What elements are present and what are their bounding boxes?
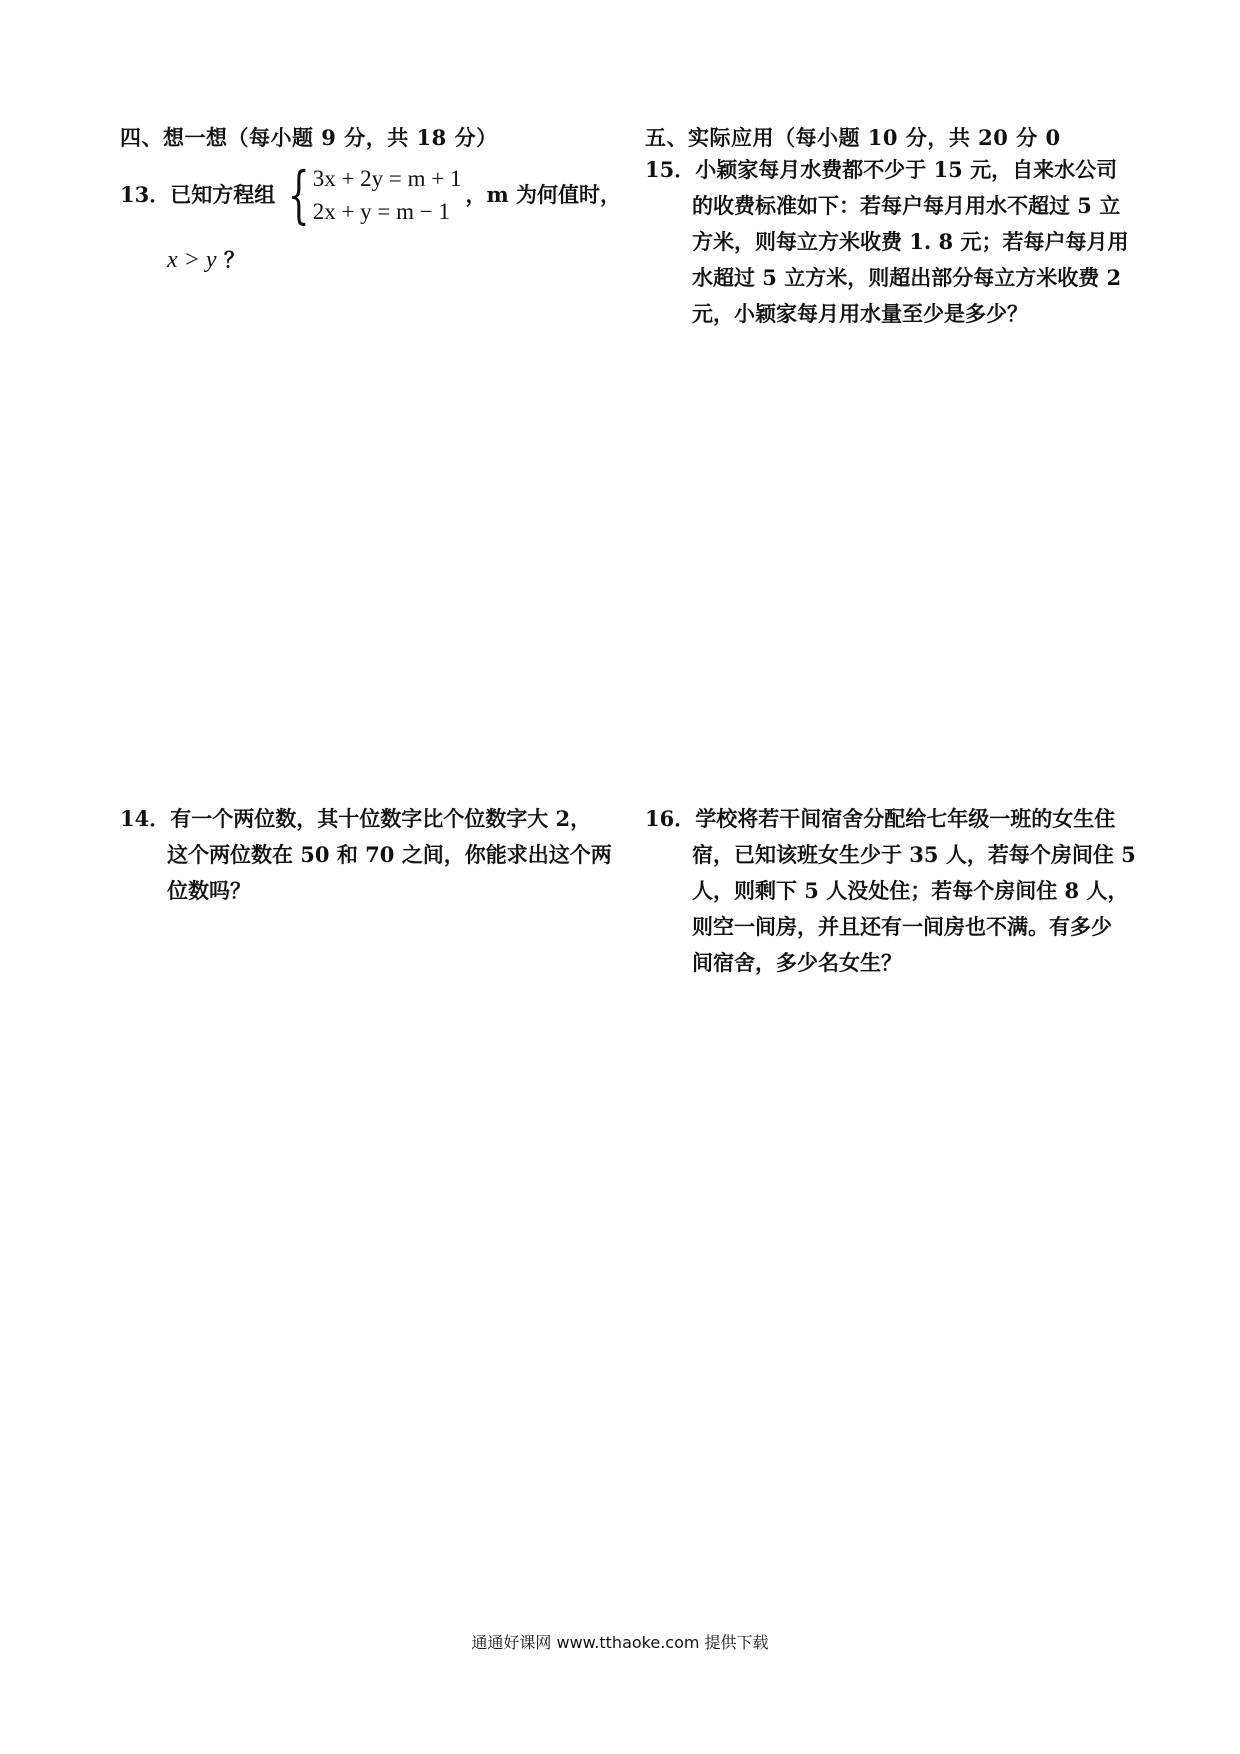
footer-download-note: 通通好课网 www.tthaoke.com 提供下载: [471, 1633, 769, 1652]
question-16-line-1: [645, 801, 1125, 837]
equation-1: 3x + 2y = m + 1: [312, 166, 462, 191]
question-14-number: 14．: [120, 806, 171, 831]
question-13-number: 13．: [120, 182, 171, 207]
question-15-line-2: [645, 188, 1125, 224]
question-16-text-3: 人，则剩下 5 人没处住；若每个房间住 8 人，: [692, 878, 1129, 903]
question-16-line-2: [645, 837, 1136, 873]
question-15: [645, 152, 1129, 332]
question-14-text-2: 这个两位数在 50 和 70 之间，你能求出这个两: [167, 842, 612, 867]
question-16-text-5: 间宿舍，多少名女生？: [692, 950, 902, 975]
question-16-number: 16．: [645, 806, 696, 831]
question-15-line-3: [645, 224, 1129, 260]
question-13-line-1: [120, 158, 622, 231]
question-14-line-1: [120, 801, 610, 837]
question-16-line-4: [645, 909, 1125, 945]
question-15-number: 15．: [645, 157, 696, 182]
question-15-line-1: [645, 152, 1125, 188]
question-13: [120, 158, 622, 278]
left-brace-icon: {: [288, 158, 310, 231]
section-4-title: 四、想一想（每小题 9 分，共 18 分）: [120, 125, 498, 150]
equation-list: [313, 162, 462, 228]
question-14-text-3: 位数吗？: [167, 878, 251, 903]
question-16-text-2: 宿，已知该班女生少于 35 人，若每个房间住 5: [692, 842, 1136, 867]
question-15-text-3: 方米，则每立方米收费 1. 8 元；若每户每月用: [692, 229, 1129, 254]
equation-system: [279, 158, 462, 231]
question-15-line-5: [645, 296, 1125, 332]
question-13-end: ？: [223, 247, 245, 272]
question-13-prefix: 已知方程组: [170, 182, 276, 207]
question-14-line-2: [120, 837, 610, 873]
equation-2: 2x + y = m − 1: [312, 199, 450, 224]
inequality: x > y: [167, 247, 217, 273]
question-13-line-2: [120, 242, 610, 278]
question-16: [645, 801, 1136, 981]
question-16-line-5: [645, 945, 1125, 981]
question-15-text-5: 元，小颖家每月用水量至少是多少？: [692, 301, 1028, 326]
section-5-title: 五、实际应用（每小题 10 分，共 20 分 0: [645, 125, 1061, 150]
question-16-text-1: 学校将若干间宿舍分配给七年级一班的女生住: [695, 806, 1116, 831]
question-15-text-1: 小颖家每月水费都不少于 15 元，自来水公司: [695, 157, 1118, 182]
question-15-line-4: [645, 260, 1125, 296]
question-16-text-4: 则空一间房，并且还有一间房也不满。有多少: [692, 914, 1112, 939]
question-14: [120, 801, 610, 909]
question-15-text-2: 的收费标准如下：若每户每月用水不超过 5 立: [692, 193, 1121, 218]
question-14-text-1: 有一个两位数，其十位数字比个位数字大 2，: [170, 806, 592, 831]
question-14-line-3: [120, 873, 610, 909]
question-16-line-3: [645, 873, 1129, 909]
question-13-suffix: ，m 为何值时，: [465, 182, 622, 207]
question-15-text-4: 水超过 5 立方米，则超出部分每立方米收费 2: [692, 265, 1122, 290]
